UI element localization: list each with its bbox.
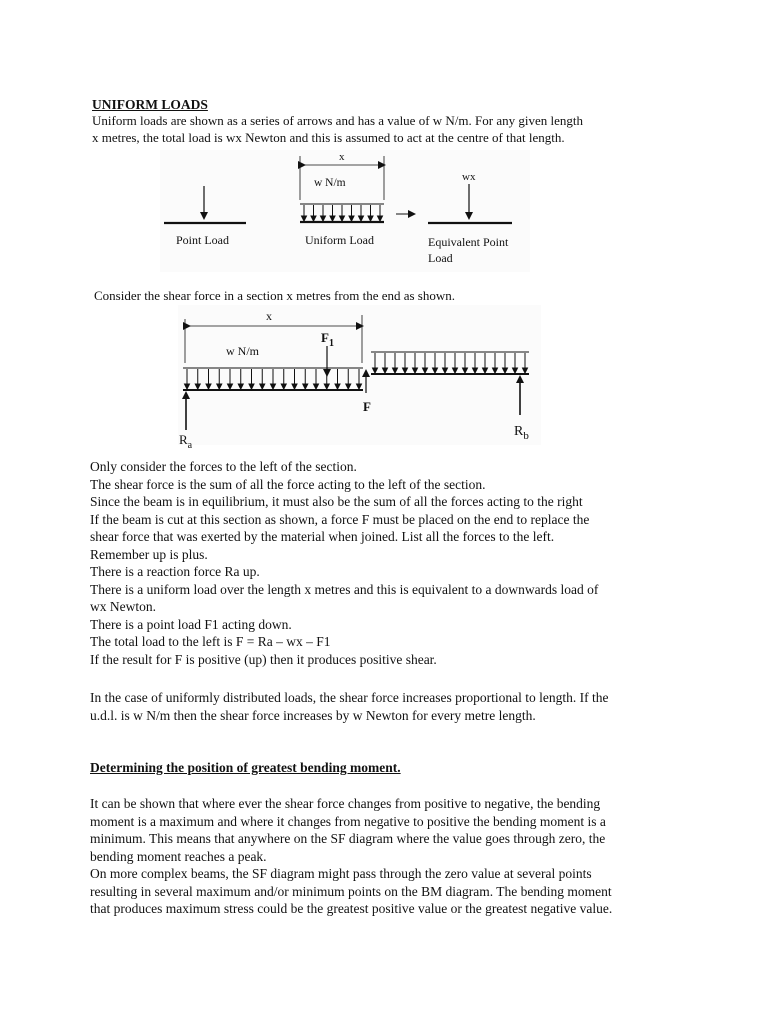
body-line: wx Newton. (90, 599, 156, 614)
udl-arrow-head (238, 384, 243, 389)
bending-paragraph-2 (90, 865, 678, 918)
udl-arrow-head (349, 216, 354, 221)
udl-arrow-head (473, 368, 478, 373)
bending-paragraph-1 (90, 795, 678, 865)
udl-arrow-head (443, 368, 448, 373)
body-line: Remember up is plus. (90, 546, 208, 562)
caption-equivalent-2: Load (428, 251, 453, 265)
section-wnm-label: w N/m (226, 344, 259, 358)
figure-load-types (160, 150, 530, 272)
udl-arrow-head (302, 216, 307, 221)
caption-point-load: Point Load (176, 233, 229, 247)
equivalent-wx-label: wx (462, 171, 476, 183)
bending-line: that produces maximum stress could be the greatest positive value or the greatest negative value. (90, 901, 613, 916)
body-line: If the beam is cut at this section as shown, a force F must be placed on the end to replace the (90, 511, 590, 527)
udl-arrow-head (373, 368, 378, 373)
udl-arrow-head (359, 216, 364, 221)
udl-paragraph (90, 689, 678, 724)
udl-arrow-head (340, 216, 345, 221)
body-line: There is a uniform load over the length x metres and this is equivalent to a downwards load of (90, 581, 599, 597)
figure-load-types-svg (160, 150, 530, 272)
uniform-load-diagram (300, 156, 384, 222)
figure-shear-section (178, 305, 541, 451)
udl-arrow-head (403, 368, 408, 373)
f1-label: $F_1$ (321, 330, 334, 349)
caption-uniform-load: Uniform Load (305, 233, 374, 247)
udl-arrow-head (330, 216, 335, 221)
udl-arrow-head (503, 368, 508, 373)
intro-line-1: Uniform loads are shown as a series of arrows and has a value of w N/m. For any given length (92, 113, 583, 128)
udl-arrow-head (271, 384, 276, 389)
bending-line: resulting in several maximum and/or minimum points on the BM diagram. The bending moment (90, 883, 612, 899)
udl-arrow-head (413, 368, 418, 373)
udl-arrow-head (303, 384, 308, 389)
f-label: F (363, 399, 371, 414)
body-line: Since the beam is in equilibrium, it must also be the sum of all the forces acting to the right (90, 494, 583, 509)
udl-arrow-head (217, 384, 222, 389)
udl-arrow-head (513, 368, 518, 373)
uniform-wnm-label: w N/m (314, 177, 346, 189)
bending-line: It can be shown that where ever the shear force changes from positive to negative, the bending (90, 796, 601, 811)
udl-line: u.d.l. is w N/m then the shear force increases by w Newton for every metre length. (90, 707, 536, 723)
section-length-label: x (266, 309, 272, 323)
udl-arrow-head (357, 384, 362, 389)
udl-arrow-head (423, 368, 428, 373)
udl-arrow-head (249, 384, 254, 389)
body-line: The shear force is the sum of all the force acting to the left of the section. (90, 476, 486, 492)
body-line: Only consider the forces to the left of the section. (90, 459, 357, 474)
udl-arrow-head (321, 216, 326, 221)
equivalent-point-load-diagram (428, 184, 512, 223)
heading-greatest-bending-moment: Determining the position of greatest bending moment. (90, 760, 401, 775)
bending-line: minimum. This means that anywhere on the SF diagram where the value goes through zero, the (90, 831, 606, 846)
udl-arrow-head (281, 384, 286, 389)
point-load-diagram (164, 186, 246, 223)
bending-line: On more complex beams, the SF diagram might pass through the zero value at several points (90, 866, 592, 881)
udl-arrow-head (393, 368, 398, 373)
udl-arrow-head (292, 384, 297, 389)
udl-arrow-head (260, 384, 265, 389)
body-line: shear force that was exerted by the material when joined. List all the forces to the left. (90, 529, 555, 544)
udl-arrow-head (378, 216, 383, 221)
udl-arrow-head (463, 368, 468, 373)
udl-arrow-head (195, 384, 200, 389)
udl-arrow-head (453, 368, 458, 373)
body-line: There is a reaction force Ra up. (90, 564, 260, 579)
ra-label: $R_a$ (179, 432, 193, 451)
udl-arrow-head (433, 368, 438, 373)
uniform-length-label: x (339, 151, 345, 163)
udl-arrow-head (324, 384, 329, 389)
udl-arrow-head (383, 368, 388, 373)
udl-arrow-head (311, 216, 316, 221)
bending-line: moment is a maximum and where it changes from negative to positive the bending moment is a (90, 813, 606, 829)
intro-line-2: x metres, the total load is wx Newton and this is assumed to act at the centre of that length. (92, 130, 565, 145)
consider-line: Consider the shear force in a section x metres from the end as shown. (94, 288, 456, 303)
udl-arrow-head (368, 216, 373, 221)
heading-uniform-loads: UNIFORM LOADS (92, 97, 208, 112)
udl-arrow-head (346, 384, 351, 389)
udl-arrow-head (483, 368, 488, 373)
udl-line: In the case of uniformly distributed loads, the shear force increases proportional to length. If the (90, 690, 609, 705)
figure-shear-section-svg (178, 305, 541, 451)
body-line: There is a point load F1 acting down. (90, 616, 292, 632)
udl-arrow-head (314, 384, 319, 389)
bending-line: bending moment reaches a peak. (90, 848, 267, 864)
udl-arrow-head (523, 368, 528, 373)
body-line: The total load to the left is F = Ra – wx – F1 (90, 634, 331, 649)
udl-arrow-head (493, 368, 498, 373)
body-line: If the result for F is positive (up) then it produces positive shear. (90, 651, 437, 667)
udl-arrow-head (228, 384, 233, 389)
caption-equivalent-1: Equivalent Point (428, 235, 509, 249)
body-text-block (90, 458, 678, 668)
udl-arrow-head (185, 384, 190, 389)
rb-label: $R_b$ (514, 424, 529, 442)
udl-arrow-head (206, 384, 211, 389)
udl-arrow-head (335, 384, 340, 389)
